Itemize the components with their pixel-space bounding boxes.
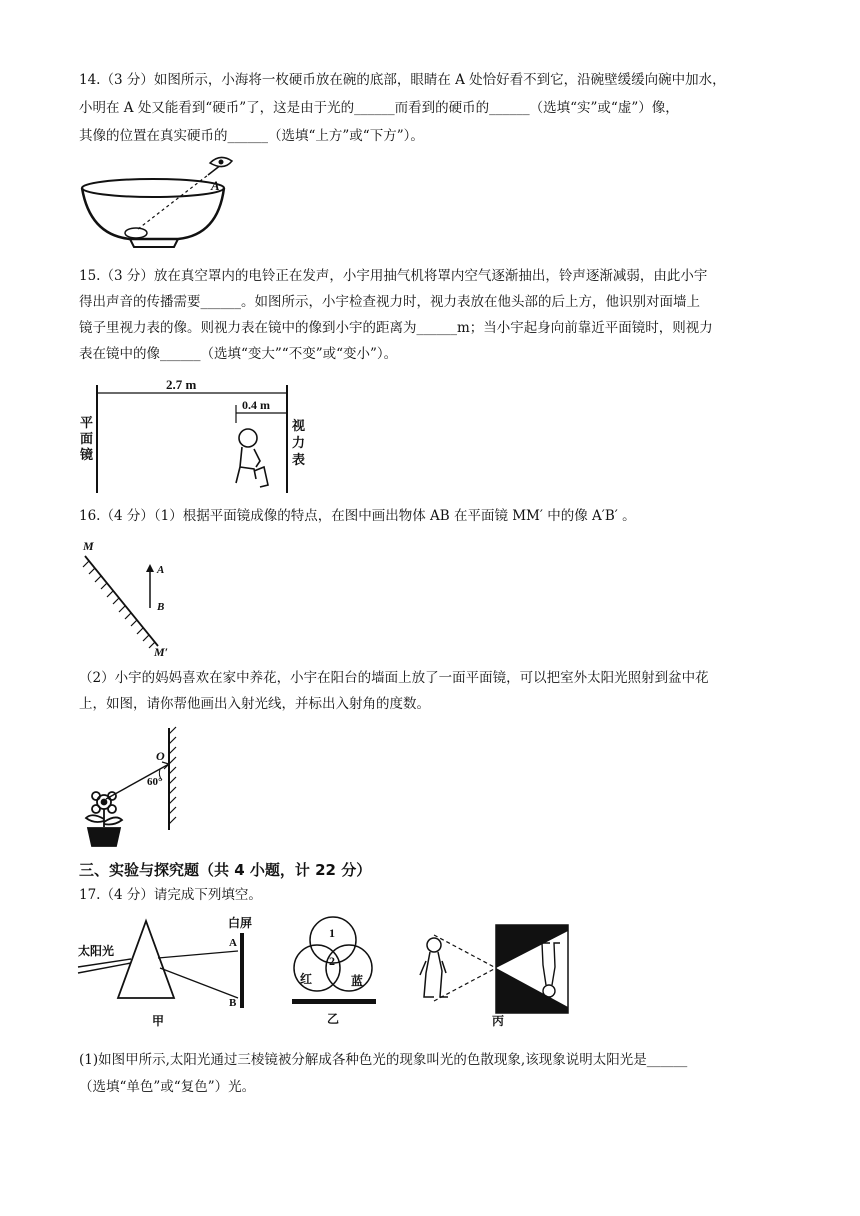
q14-line-1: 14.（3 分）如图所示，小海将一枚硬币放在碗的底部，眼睛在 A 处恰好看不到它，沿碗壁缓缓向碗中加水， (79, 72, 726, 88)
fig-jia-caption: 甲 (152, 1014, 165, 1028)
q16-mirror-figure (80, 538, 180, 658)
label-b: B (157, 601, 165, 613)
yi-label-blue: 蓝 (351, 974, 364, 988)
screen-label: 白屏 (228, 916, 253, 930)
chart-label-3: 表 (292, 452, 306, 467)
plane-mirror-mm (85, 556, 158, 646)
q15-eye-test-figure (78, 375, 318, 495)
mirror-label-1: 平 (80, 415, 94, 430)
q17-fig-jia-prism (78, 913, 268, 1028)
incident-sunlight (78, 959, 131, 967)
yi-number-2: 2 (329, 954, 335, 968)
bowl-rim (82, 179, 224, 197)
screen-point-a: A (229, 937, 237, 949)
q16-part2-line-1: （2）小宇的妈妈喜欢在家中养花，小宇在阳台的墙面上放了一面平面镜，可以把室外太阳光照射到盆中花 (79, 670, 709, 686)
seated-person-icon (236, 429, 268, 487)
q15-line-3: 镜子里视力表的像。则视力表在镜中的像到小宇的距离为______m；当小宇起身向前靠近平面镜时，则视力 (79, 320, 713, 336)
chart-label-1: 视 (292, 418, 306, 433)
q17-fig-bing-pinhole (412, 913, 582, 1028)
q14-line-3: 其像的位置在真实硬币的______（选填“上方”或“下方”）。 (79, 128, 424, 144)
q17-fig-yi-color-circles (284, 913, 384, 1028)
white-screen (240, 933, 244, 1008)
bowl-body (82, 188, 224, 239)
q16-flower-mirror-figure (74, 724, 194, 854)
label-a: A (157, 564, 165, 576)
circle-blue (326, 945, 372, 991)
q17-part1-line-2: （选填“单色”或“复色”）光。 (79, 1079, 256, 1095)
dist-total-label: 2.7 m (166, 377, 197, 392)
dist-small-label: 0.4 m (242, 398, 270, 412)
fig-bing-caption: 丙 (492, 1014, 505, 1028)
q16-part2-line-2: 上，如图，请你帮他画出入射光线，并标出入射角的度数。 (79, 696, 430, 712)
label-m-prime: M′ (154, 645, 169, 659)
chart-label-2: 力 (292, 435, 306, 450)
mirror-label-3: 镜 (80, 447, 94, 462)
q17-part1-line-1: (1)如图甲所示,太阳光通过三棱镜被分解成各种色光的现象叫光的色散现象,该现象说明太阳光是______ (79, 1052, 688, 1068)
label-m: M (83, 539, 94, 553)
q14-bowl-figure (78, 155, 248, 250)
mirror-hatching (83, 561, 155, 648)
ray-lower (434, 968, 496, 1001)
q14-label-a: A (211, 178, 220, 193)
q14-line-2: 小明在 A 处又能看到“硬币”了，这是由于光的______而看到的硬币的______（选填“实”或“虚”）像， (79, 100, 679, 116)
yi-number-1: 1 (329, 926, 335, 940)
label-o: O (156, 749, 165, 763)
coin (125, 228, 147, 238)
upright-person-icon (420, 938, 448, 997)
q15-line-2: 得出声音的传播需要______。如图所示，小宇检查视力时，视力表放在他头部的后上方，他识别对面墙上 (79, 294, 700, 310)
sight-line-to-coin (138, 175, 208, 229)
fig-yi-caption: 乙 (327, 1012, 340, 1026)
q16-part1-text: 16.（4 分）（1）根据平面镜成像的特点，在图中画出物体 AB 在平面镜 MM′ 中的像 A′B′ 。 (79, 508, 636, 524)
dispersed-ray-top (158, 951, 238, 958)
wall-hatching (169, 727, 176, 824)
yi-base (292, 999, 376, 1004)
q17-intro: 17.（4 分）请完成下列填空。 (79, 887, 262, 903)
angle-label: 60° (147, 776, 163, 788)
q15-line-1: 15.（3 分）放在真空罩内的电铃正在发声，小宇用抽气机将罩内空气逐渐抽出，铃声逐渐减弱，由此小宇 (79, 268, 708, 284)
mirror-label-2: 面 (80, 431, 94, 446)
sun-label: 太阳光 (78, 944, 115, 958)
screen-point-b: B (229, 997, 237, 1009)
q15-line-4: 表在镜中的像______（选填“变大”“不变”或“变小”）。 (79, 346, 398, 362)
potted-flower-icon (86, 792, 122, 846)
section-3-title: 三、实验与探究题（共 4 小题，计 22 分） (79, 861, 372, 879)
yi-label-red: 红 (300, 972, 313, 986)
